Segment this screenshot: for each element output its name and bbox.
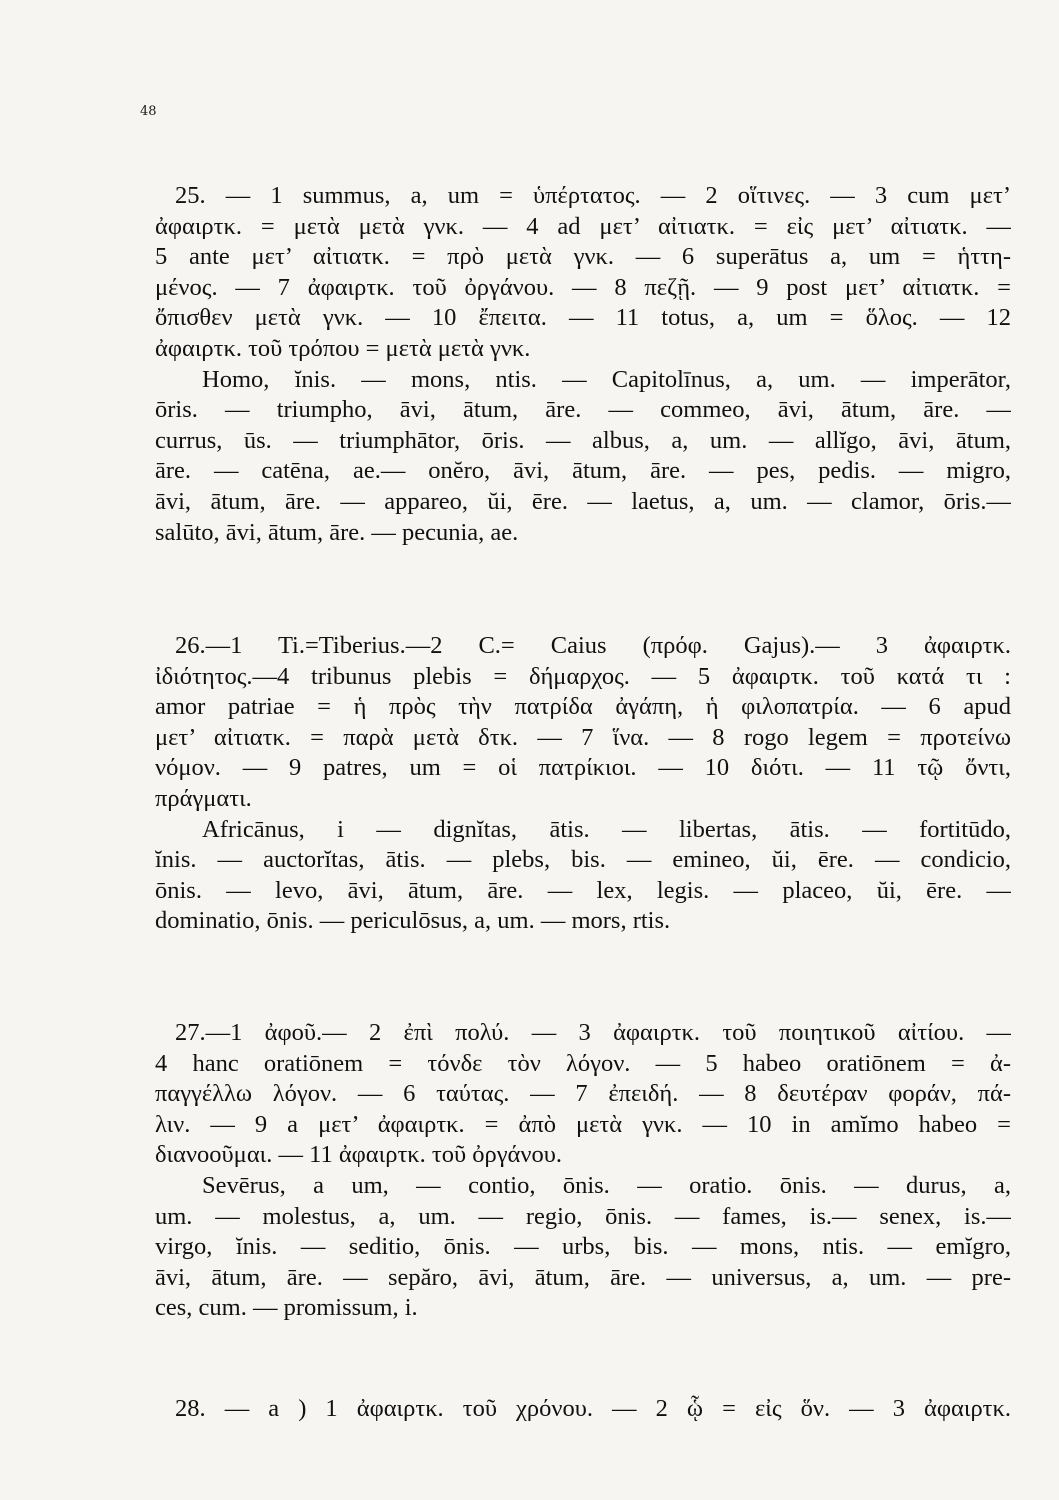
text-line: āvi, ātum, āre. — sepăro, āvi, ātum, āre. — universus, a, um. — pre- (155, 1263, 1011, 1291)
text-line: μετ’ αἰτιατκ. = παρὰ μετὰ δτκ. — 7 ἵνα. — 8 rogo legem = προτείνω (155, 723, 1011, 751)
text-line: 28. — a ) 1 ἀφαιρτκ. τοῦ χρόνου. — 2 ᾧ = εἰς ὅν. — 3 ἀφαιρτκ. (175, 1395, 1011, 1422)
text-line: virgo, ĭnis. — seditio, ōnis. — urbs, bis. — mons, ntis. — emĭgro, (155, 1233, 1011, 1261)
text-line: 4 hanc oratiōnem = τόνδε τὸν λόγον. — 5 habeo oratiōnem = ἀ- (155, 1049, 1011, 1077)
text-line: λιν. — 9 a μετ’ ἀφαιρτκ. = ἀπὸ μετὰ γνκ. — 10 in amĭmo habeo = (155, 1110, 1011, 1138)
text-line: ĭnis. — auctorĭtas, ātis. — plebs, bis. — emineo, ŭi, ēre. — condicio, (155, 846, 1011, 874)
text-line: ces, cum. — promissum, i. (155, 1294, 418, 1322)
text-line: 5 ante μετ’ αἰτιατκ. = πρὸ μετὰ γνκ. — 6 superātus a, um = ἡττη- (155, 243, 1011, 271)
text-line: ōnis. — levo, āvi, ātum, āre. — lex, legis. — placeo, ŭi, ēre. — (155, 876, 1011, 904)
text-line: um. — molestus, a, um. — regio, ōnis. — fames, is.— senex, is.— (155, 1202, 1011, 1230)
text-line: Sevērus, a um, — contio, ōnis. — oratio. ōnis. — durus, a, (202, 1171, 1011, 1199)
text-line: Africānus, i — dignĭtas, ātis. — libertas, ātis. — fortitūdo, (202, 815, 1011, 843)
text-line: ὄπισθεν μετὰ γνκ. — 10 ἔπειτα. — 11 totus, a, um = ὅλος. — 12 (155, 304, 1011, 332)
text-line: ἰδιότητος.—4 tribunus plebis = δήμαρχος. — 5 ἀφαιρτκ. τοῦ κατά τι : (155, 662, 1011, 690)
text-line: āvi, ātum, āre. — appareo, ŭi, ēre. — laetus, a, um. — clamor, ōris.— (155, 487, 1011, 515)
text-line: μένος. — 7 ἀφαιρτκ. τοῦ ὀργάνου. — 8 πεζῇ. — 9 post μετ’ αἰτιατκ. = (155, 273, 1011, 301)
text-line: ἀφαιρτκ. = μετὰ μετὰ γνκ. — 4 ad μετ’ αἰτιατκ. = εἰς μετ’ αἰτιατκ. — (155, 212, 1011, 240)
text-line: νόμον. — 9 patres, um = οἱ πατρίκιοι. — 10 διότι. — 11 τῷ ὄντι, (155, 754, 1011, 782)
text-line: ἀφαιρτκ. τοῦ τρόπου = μετὰ μετὰ γνκ. (155, 334, 531, 362)
text-line: 25. — 1 summus, a, um = ὑπέρτατος. — 2 οἵτινες. — 3 cum μετ’ (175, 182, 1011, 209)
text-line: πράγματι. (155, 784, 252, 812)
text-line: salūto, āvi, ātum, āre. — pecunia, ae. (155, 518, 519, 546)
text-line: currus, ūs. — triumphātor, ōris. — albus, a, um. — allĭgo, āvi, ātum, (155, 426, 1011, 454)
text-line: παγγέλλω λόγον. — 6 ταύτας. — 7 ἐπειδή. — 8 δευτέραν φοράν, πά- (155, 1080, 1011, 1108)
text-line: ōris. — triumpho, āvi, ātum, āre. — commeo, āvi, ātum, āre. — (155, 396, 1011, 424)
text-line: amor patriae = ἡ πρὸς τὴν πατρίδα ἀγάπη, ἡ φιλοπατρία. — 6 apud (155, 693, 1011, 721)
text-line: 27.—1 ἀφοῦ.— 2 ἐπὶ πολύ. — 3 ἀφαιρτκ. τοῦ ποιητικοῦ αἰτίου. — (175, 1019, 1011, 1046)
text-line: διανοοῦμαι. — 11 ἀφαιρτκ. τοῦ ὀργάνου. (155, 1141, 562, 1169)
text-line: dominatio, ōnis. — periculōsus, a, um. — mors, rtis. (155, 907, 671, 935)
section-28 (155, 1394, 1011, 1425)
section-26 (155, 631, 1011, 937)
section-27 (155, 1018, 1011, 1324)
page-number: 48 (140, 104, 157, 119)
text-line: 26.—1 Ti.=Tiberius.—2 C.= Caius (πρόφ. Gajus).— 3 ἀφαιρτκ. (175, 632, 1011, 659)
text-line: āre. — catēna, ae.— onĕro, āvi, ātum, āre. — pes, pedis. — migro, (155, 457, 1011, 485)
text-line: Homo, ĭnis. — mons, ntis. — Capitolīnus, a, um. — imperātor, (202, 365, 1011, 393)
section-25 (155, 181, 1011, 548)
